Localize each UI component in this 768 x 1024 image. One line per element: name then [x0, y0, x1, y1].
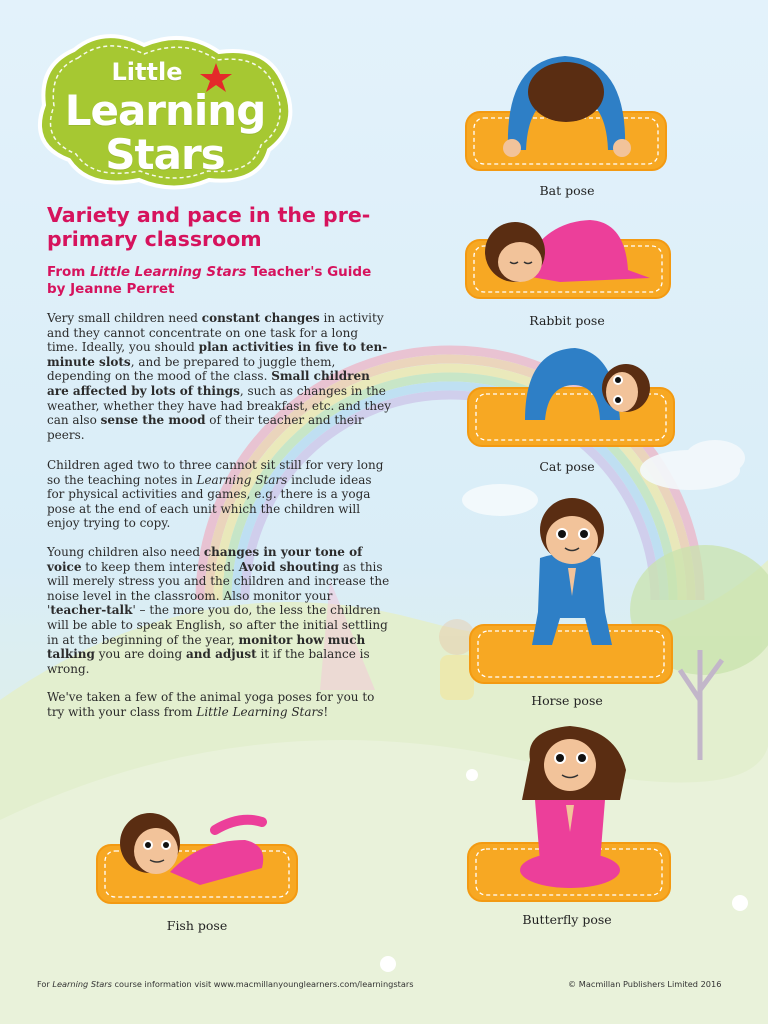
text-run: , and be prepared to juggle them, depending on the mood of the class. [47, 354, 336, 384]
logo-line-2: Learning [64, 86, 266, 135]
subtitle-prefix: From [47, 264, 91, 280]
pose-label-horse: Horse pose [531, 693, 603, 708]
text-run: Little Learning Stars [196, 704, 324, 719]
rabbit-pose-illustration [466, 220, 670, 298]
text-run: include ideas for physical activities and games, e.g. there is a yoga pose at the end of each unit which the children will enjoy trying to copy. [47, 472, 372, 531]
page-title: Variety and pace in the pre-primary classroom [47, 203, 371, 251]
bat-pose-illustration [466, 56, 666, 170]
text-run: Avoid shouting [238, 559, 340, 574]
pose-label-bat: Bat pose [539, 183, 595, 198]
text-run: plan activities in five to ten-minute slots [47, 340, 388, 369]
text-run: monitor how much talking [47, 632, 366, 662]
pose-label-fish: Fish pose [166, 918, 228, 933]
footer-prefix: For [37, 979, 53, 989]
text-run: to keep them interested. [81, 559, 239, 574]
text-run: constant changes [201, 311, 320, 325]
subtitle-suffix: Teacher's Guide [246, 264, 372, 280]
horse-pose-illustration [470, 498, 672, 683]
text-run: as this will merely stress you and the children and increase the noise level in the classroom. Also monitor your ' [47, 559, 390, 618]
footer-italic: Learning Stars [52, 979, 112, 989]
subtitle-book: Little Learning Stars [90, 264, 247, 280]
logo-line-3: Stars [105, 130, 225, 179]
logo-line-1: Little [111, 58, 183, 86]
footer-url-text[interactable]: course information visit www.macmillanyounglearners.com/learningstars [111, 979, 414, 989]
text-run: in activity and they cannot concentrate on one task for a long time. Ideally, you should [47, 311, 384, 355]
footer-copyright: © Macmillan Publishers Limited 2016 [568, 979, 722, 989]
text-run: you are doing [94, 647, 187, 662]
text-run: Small children are affected by lots of things [47, 369, 370, 398]
text-run: changes in your tone of voice [47, 545, 363, 574]
text-run: Very small children need [47, 311, 202, 325]
text-run: We've taken a few of the animal yoga poses for you to try with your class from [47, 690, 375, 719]
text-run: ' – the more you do, the less the children will be able to speak English, so after the initial settling in at the beginning of the year, [47, 603, 388, 647]
text-run: ! [323, 704, 329, 719]
text-run: sense the mood [100, 413, 206, 428]
pose-label-cat: Cat pose [539, 459, 595, 474]
footer-course-info [37, 979, 413, 989]
subtitle-author: by Jeanne Perret [47, 281, 175, 297]
fish-pose-illustration [97, 813, 297, 903]
text-run: , such as changes in the weather, whether they have had breakfast, etc. and they can also [47, 383, 391, 428]
text-run: Young children also need [47, 545, 204, 559]
text-run: Children aged two to three cannot sit still for very long so the teaching notes in [47, 458, 384, 487]
text-run: of their teacher and their peers. [47, 413, 364, 442]
butterfly-pose-illustration [468, 726, 670, 901]
text-run: Learning Stars [196, 472, 288, 487]
pose-label-butterfly: Butterfly pose [522, 912, 612, 927]
pose-label-rabbit: Rabbit pose [529, 313, 605, 328]
text-run: and adjust [186, 647, 257, 662]
cat-pose-illustration [468, 348, 674, 446]
text-run: it if the balance is wrong. [47, 647, 370, 676]
text-run: teacher-talk [50, 603, 133, 618]
